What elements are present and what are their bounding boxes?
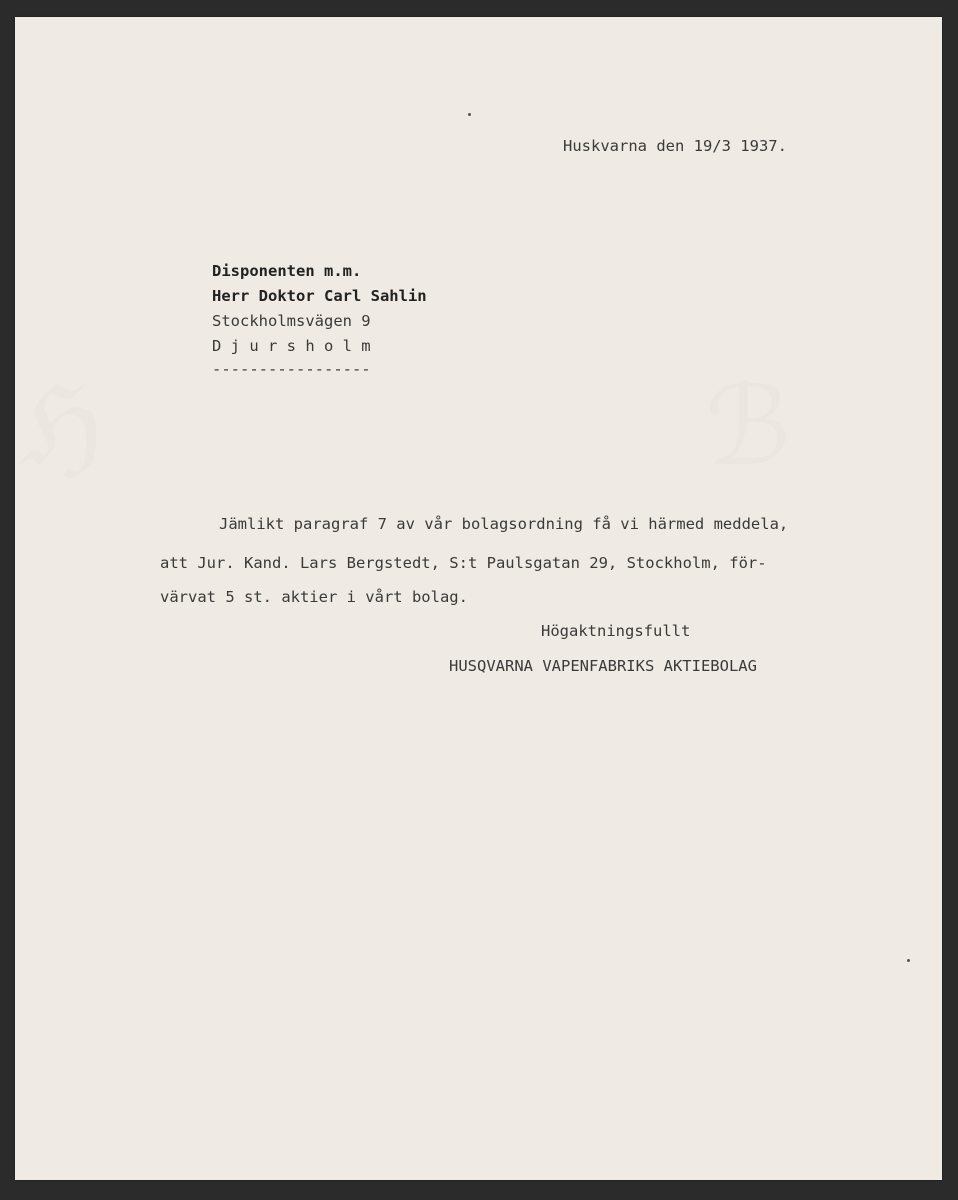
body-line-3: värvat 5 st. aktier i vårt bolag. (160, 588, 468, 606)
watermark-left: ℌ (20, 362, 99, 490)
date-line: Huskvarna den 19/3 1937. (563, 137, 787, 155)
recipient-street: Stockholmsvägen 9 (212, 312, 371, 330)
letter-page (15, 17, 942, 1180)
watermark-right: ℬ (705, 362, 788, 490)
signature-company: HUSQVARNA VAPENFABRIKS AKTIEBOLAG (449, 657, 757, 675)
recipient-name: Herr Doktor Carl Sahlin (212, 287, 427, 305)
body-line-2: att Jur. Kand. Lars Bergstedt, S:t Paulsgatan 29, Stockholm, för- (160, 554, 767, 572)
closing: Högaktningsfullt (541, 622, 691, 640)
recipient-title: Disponenten m.m. (212, 262, 362, 280)
body-line-1: Jämlikt paragraf 7 av vår bolagsordning få vi härmed meddela, (219, 515, 789, 533)
speck (468, 113, 471, 116)
speck (907, 959, 910, 962)
recipient-underline: ----------------- (212, 360, 371, 378)
recipient-city: D j u r s h o l m (212, 337, 371, 355)
